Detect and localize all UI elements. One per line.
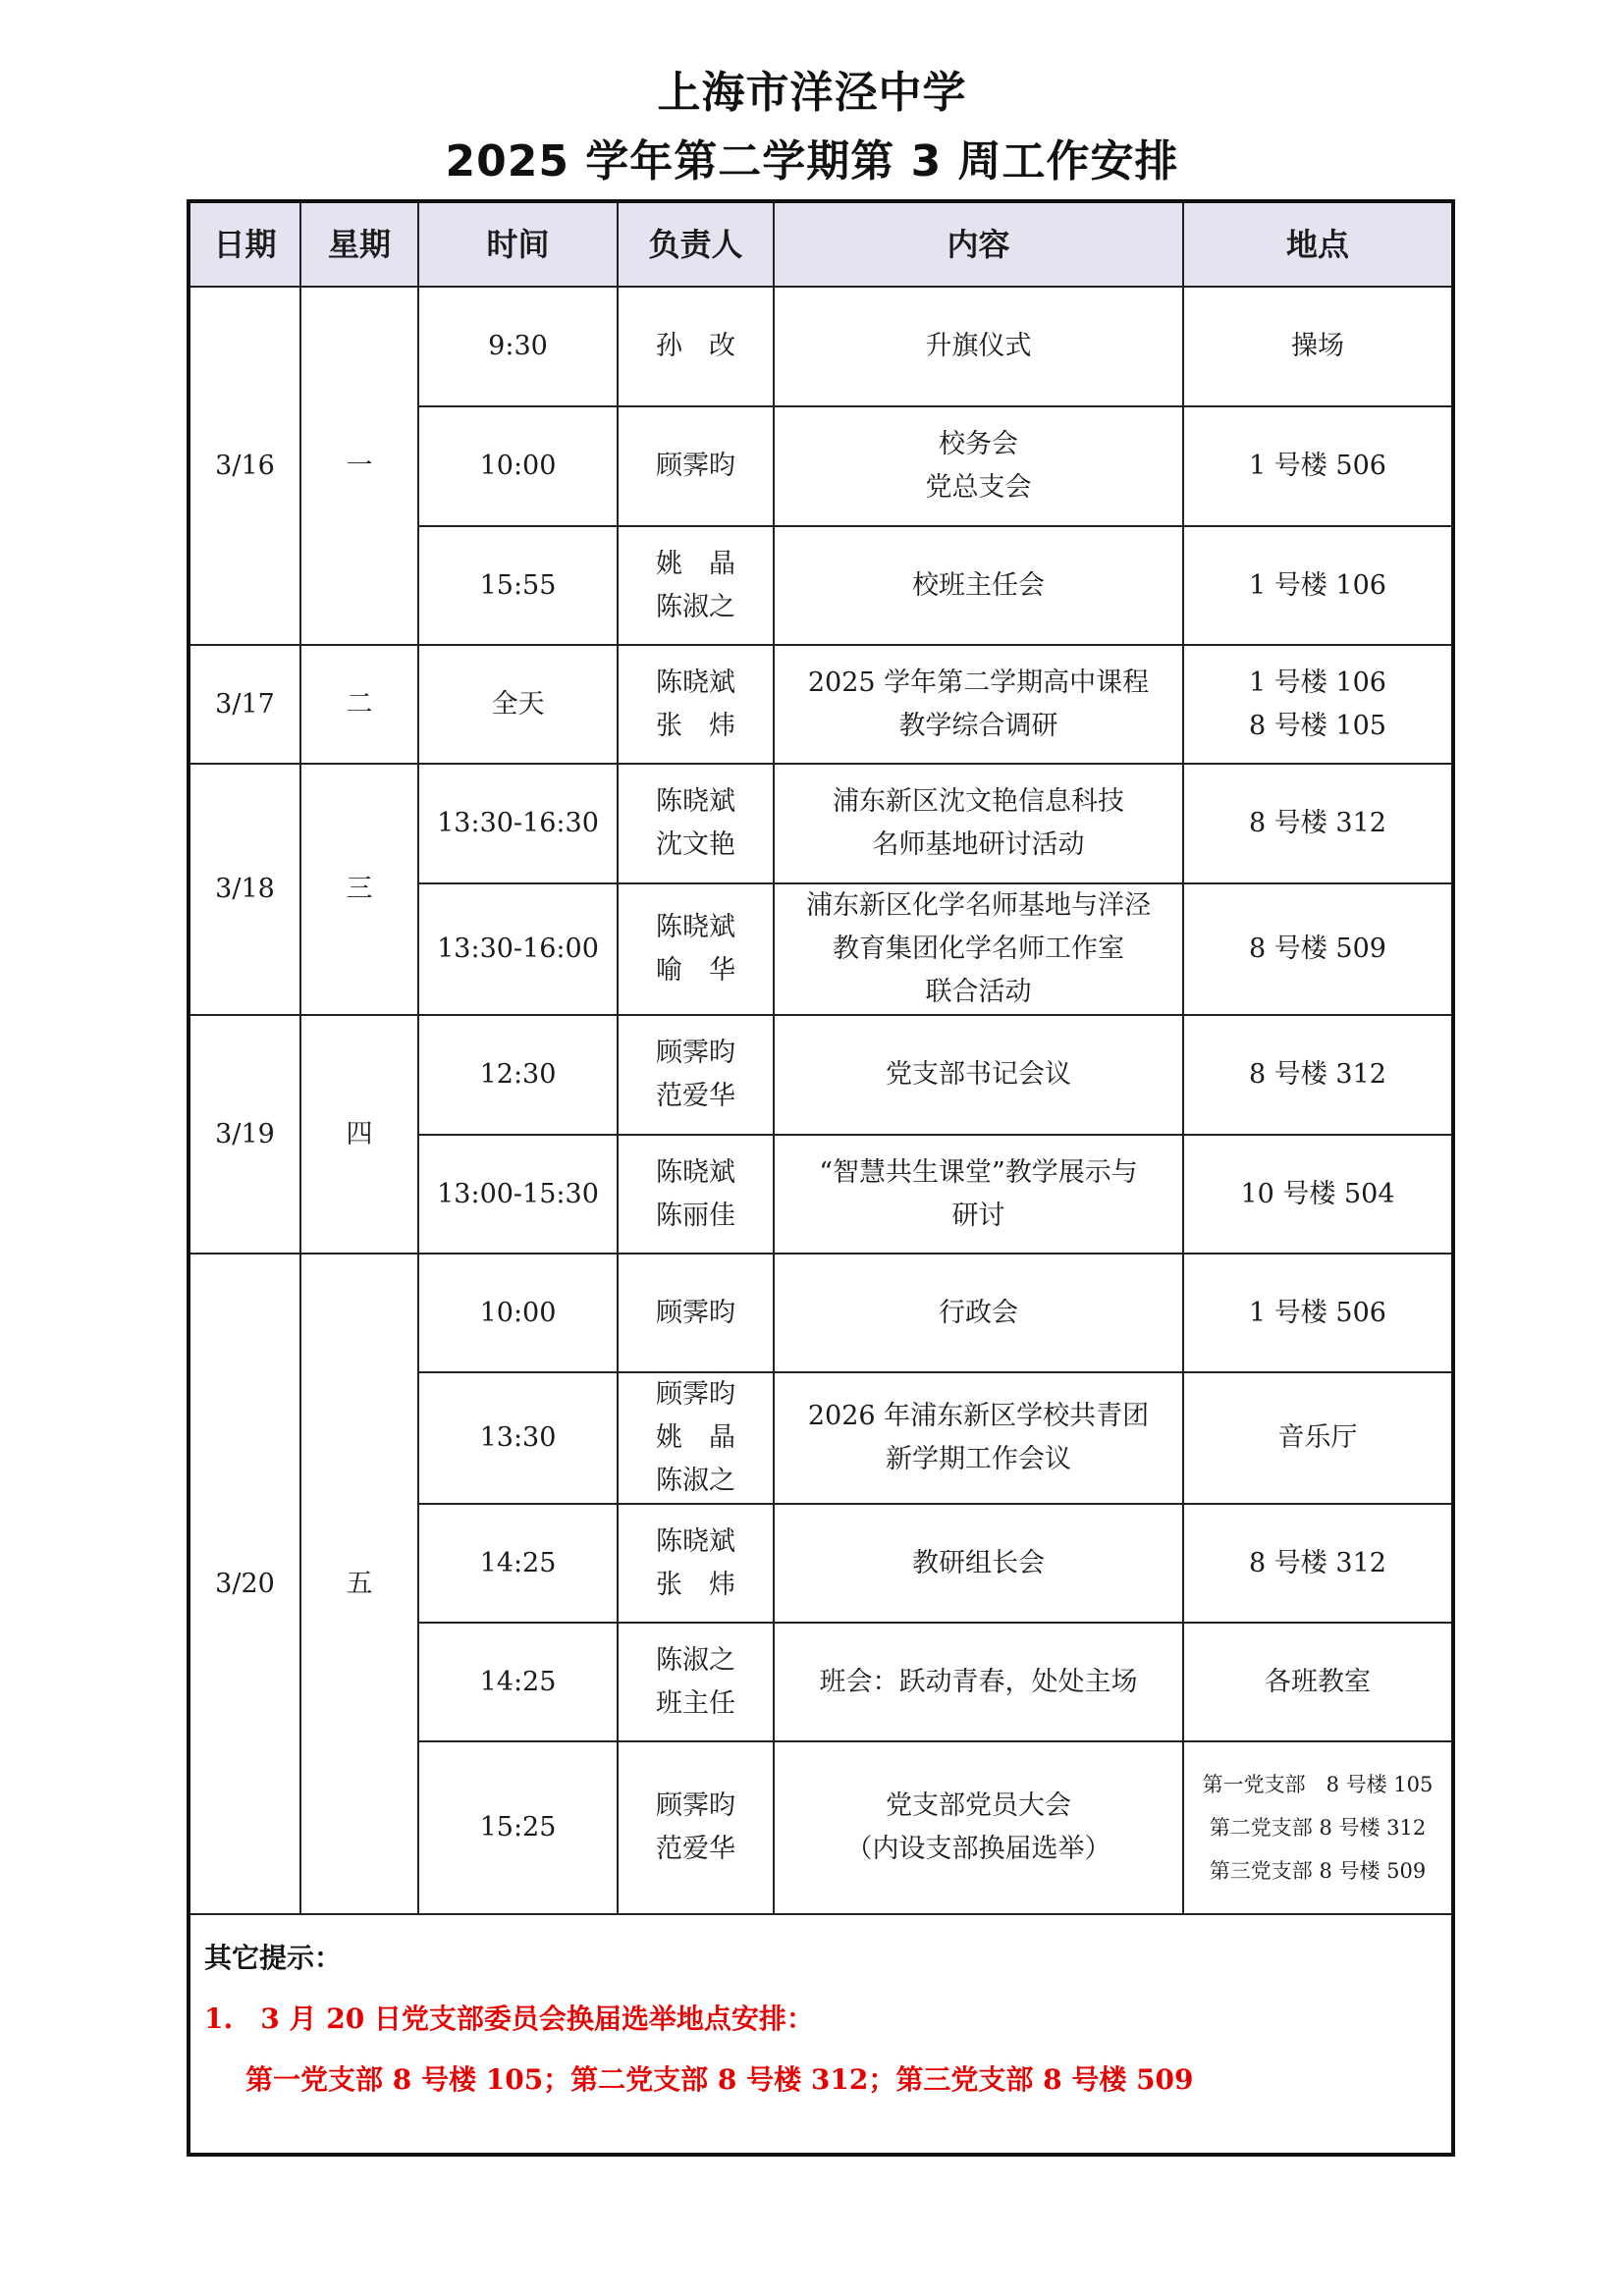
content-cell bbox=[774, 1372, 1183, 1504]
notes-cell bbox=[189, 1914, 1453, 2155]
content-line: 2026 年浦东新区学校共青团 bbox=[807, 1401, 1150, 1431]
time-cell: 13:30-16:00 bbox=[418, 883, 618, 1015]
place-cell bbox=[1183, 1504, 1453, 1623]
place-line: 8 号楼 312 bbox=[1249, 808, 1386, 838]
content-cell bbox=[774, 1135, 1183, 1254]
person-line: 沈文艳 bbox=[656, 829, 735, 860]
person-cell bbox=[618, 645, 774, 764]
content-line: 名师基地研讨活动 bbox=[872, 829, 1085, 860]
time-cell: 全天 bbox=[418, 645, 618, 764]
person-line: 张 炜 bbox=[656, 1569, 735, 1600]
header-content: 内容 bbox=[774, 201, 1183, 287]
content-line: 联合活动 bbox=[925, 977, 1032, 1007]
date-cell: 3/17 bbox=[189, 645, 300, 764]
content-line: 升旗仪式 bbox=[925, 331, 1032, 361]
weekday-cell: 四 bbox=[300, 1015, 418, 1254]
place-line: 8 号楼 312 bbox=[1249, 1059, 1386, 1090]
person-cell bbox=[618, 1372, 774, 1504]
content-line: 教育集团化学名师工作室 bbox=[833, 934, 1124, 964]
content-cell bbox=[774, 1741, 1183, 1914]
time-cell: 13:00-15:30 bbox=[418, 1135, 618, 1254]
content-line: 新学期工作会议 bbox=[886, 1444, 1071, 1474]
time-cell: 9:30 bbox=[418, 287, 618, 406]
schedule-row bbox=[189, 764, 1453, 883]
place-cell bbox=[1183, 645, 1453, 764]
notes-heading: 其它提示： bbox=[204, 1942, 343, 1974]
content-line: 校务会 bbox=[939, 429, 1018, 459]
weekday-cell: 三 bbox=[300, 764, 418, 1015]
person-line: 张 炜 bbox=[656, 710, 735, 741]
person-cell bbox=[618, 1741, 774, 1914]
place-line: 1 号楼 106 bbox=[1249, 569, 1386, 601]
weekday-cell: 五 bbox=[300, 1254, 418, 1914]
content-cell bbox=[774, 645, 1183, 764]
notes-row bbox=[189, 1914, 1453, 2155]
place-line: 10 号楼 504 bbox=[1240, 1178, 1395, 1209]
person-cell bbox=[618, 406, 774, 526]
person-cell bbox=[618, 1015, 774, 1135]
time-cell: 15:25 bbox=[418, 1741, 618, 1914]
weekday-cell: 一 bbox=[300, 287, 418, 645]
content-line: 行政会 bbox=[939, 1297, 1018, 1328]
person-cell bbox=[618, 764, 774, 883]
person-cell bbox=[618, 1254, 774, 1372]
place-cell bbox=[1183, 1372, 1453, 1504]
person-cell bbox=[618, 287, 774, 406]
header-person: 负责人 bbox=[618, 201, 774, 287]
person-line: 陈淑之 bbox=[656, 591, 735, 622]
content-cell bbox=[774, 526, 1183, 645]
content-line: 校班主任会 bbox=[912, 569, 1045, 601]
place-cell bbox=[1183, 764, 1453, 883]
schedule-row bbox=[189, 1015, 1453, 1135]
person-cell bbox=[618, 1504, 774, 1623]
place-cell bbox=[1183, 287, 1453, 406]
person-line: 陈晓斌 bbox=[656, 1156, 735, 1188]
schedule-table bbox=[187, 199, 1455, 2157]
place-line: 第一党支部 8 号楼 105 bbox=[1202, 1773, 1434, 1796]
schedule-row bbox=[189, 645, 1453, 764]
place-line: 1 号楼 506 bbox=[1249, 451, 1386, 481]
place-line: 8 号楼 509 bbox=[1249, 934, 1386, 964]
date-cell: 3/19 bbox=[189, 1015, 300, 1254]
time-cell: 10:00 bbox=[418, 406, 618, 526]
place-line: 8 号楼 312 bbox=[1249, 1547, 1386, 1578]
person-line: 陈晓斌 bbox=[656, 912, 735, 942]
date-cell: 3/20 bbox=[189, 1254, 300, 1914]
content-line: 党支部党员大会 bbox=[886, 1790, 1071, 1821]
place-line: 第二党支部 8 号楼 312 bbox=[1209, 1816, 1427, 1840]
person-line: 姚 晶 bbox=[656, 548, 735, 579]
person-line: 姚 晶 bbox=[656, 1422, 735, 1453]
person-line: 陈淑之 bbox=[656, 1466, 735, 1496]
content-cell bbox=[774, 883, 1183, 1015]
place-cell bbox=[1183, 1623, 1453, 1741]
place-line: 操场 bbox=[1291, 331, 1344, 361]
place-line: 8 号楼 105 bbox=[1249, 710, 1386, 741]
schedule-row bbox=[189, 287, 1453, 406]
date-cell: 3/16 bbox=[189, 287, 300, 645]
notes-item-1: 1. 3 月 20 日党支部委员会换届选举地点安排： bbox=[204, 2002, 814, 2035]
header-date: 日期 bbox=[189, 201, 300, 287]
content-line: 党总支会 bbox=[925, 472, 1032, 503]
content-line: 2025 学年第二学期高中课程 bbox=[807, 667, 1150, 698]
content-cell bbox=[774, 1623, 1183, 1741]
person-line: 顾霁昀 bbox=[656, 451, 735, 481]
place-cell bbox=[1183, 406, 1453, 526]
person-line: 范爱华 bbox=[656, 1081, 735, 1111]
content-line: （内设支部换届选举） bbox=[845, 1834, 1111, 1864]
person-line: 喻 华 bbox=[656, 955, 735, 986]
place-cell bbox=[1183, 883, 1453, 1015]
person-line: 范爱华 bbox=[656, 1834, 735, 1864]
time-cell: 10:00 bbox=[418, 1254, 618, 1372]
content-line: 教研组长会 bbox=[912, 1547, 1045, 1578]
person-line: 班主任 bbox=[656, 1687, 735, 1719]
header-weekday: 星期 bbox=[300, 201, 418, 287]
content-cell bbox=[774, 406, 1183, 526]
content-line: 党支部书记会议 bbox=[886, 1059, 1071, 1090]
time-cell: 15:55 bbox=[418, 526, 618, 645]
place-cell bbox=[1183, 1741, 1453, 1914]
content-cell bbox=[774, 1504, 1183, 1623]
person-cell bbox=[618, 1135, 774, 1254]
time-cell: 13:30-16:30 bbox=[418, 764, 618, 883]
content-line: 浦东新区化学名师基地与洋泾 bbox=[806, 890, 1151, 921]
place-cell bbox=[1183, 1254, 1453, 1372]
person-line: 陈丽佳 bbox=[656, 1200, 735, 1231]
schedule-row bbox=[189, 1254, 1453, 1372]
content-line: “智慧共生课堂”教学展示与 bbox=[819, 1156, 1138, 1188]
person-line: 孙 改 bbox=[656, 331, 735, 361]
time-cell: 12:30 bbox=[418, 1015, 618, 1135]
person-line: 顾霁昀 bbox=[656, 1297, 735, 1328]
person-line: 顾霁昀 bbox=[656, 1038, 735, 1068]
time-cell: 13:30 bbox=[418, 1372, 618, 1504]
header-row bbox=[189, 201, 1453, 287]
place-line: 第三党支部 8 号楼 509 bbox=[1209, 1859, 1427, 1883]
content-line: 研讨 bbox=[951, 1200, 1005, 1231]
person-line: 陈淑之 bbox=[656, 1644, 735, 1676]
content-cell bbox=[774, 1015, 1183, 1135]
place-cell bbox=[1183, 1135, 1453, 1254]
time-cell: 14:25 bbox=[418, 1504, 618, 1623]
content-line: 班会：跃动青春，处处主场 bbox=[819, 1666, 1138, 1697]
place-line: 1 号楼 106 bbox=[1249, 667, 1386, 698]
notes-item-1-detail: 第一党支部 8 号楼 105；第二党支部 8 号楼 312；第三党支部 8 号楼 509 bbox=[245, 2063, 1194, 2096]
place-cell bbox=[1183, 526, 1453, 645]
person-line: 顾霁昀 bbox=[656, 1379, 735, 1410]
person-line: 陈晓斌 bbox=[656, 667, 735, 698]
content-cell bbox=[774, 764, 1183, 883]
place-line: 1 号楼 506 bbox=[1249, 1297, 1386, 1328]
time-cell: 14:25 bbox=[418, 1623, 618, 1741]
content-line: 浦东新区沈文艳信息科技 bbox=[833, 786, 1124, 817]
document-title: 上海市洋泾中学 bbox=[657, 68, 967, 118]
content-cell bbox=[774, 1254, 1183, 1372]
place-cell bbox=[1183, 1015, 1453, 1135]
content-line: 教学综合调研 bbox=[898, 710, 1058, 741]
person-line: 陈晓斌 bbox=[656, 1525, 735, 1557]
content-cell bbox=[774, 287, 1183, 406]
person-cell bbox=[618, 1623, 774, 1741]
header-time: 时间 bbox=[418, 201, 618, 287]
place-line: 音乐厅 bbox=[1277, 1422, 1358, 1453]
person-line: 陈晓斌 bbox=[656, 786, 735, 817]
date-cell: 3/18 bbox=[189, 764, 300, 1015]
person-cell bbox=[618, 883, 774, 1015]
header-place: 地点 bbox=[1183, 201, 1453, 287]
document-subtitle: 2025 学年第二学期第 3 周工作安排 bbox=[445, 136, 1179, 187]
person-cell bbox=[618, 526, 774, 645]
place-line: 各班教室 bbox=[1265, 1666, 1371, 1697]
weekday-cell: 二 bbox=[300, 645, 418, 764]
person-line: 顾霁昀 bbox=[656, 1790, 735, 1821]
